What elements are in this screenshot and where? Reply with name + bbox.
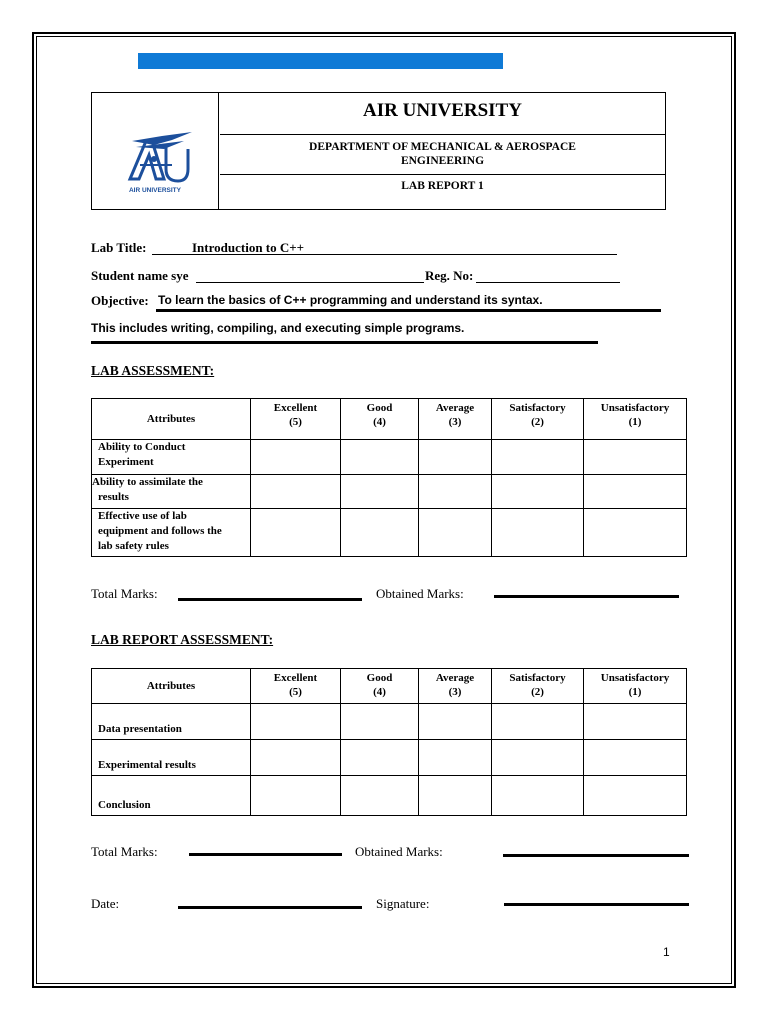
score-cell[interactable] [341,740,419,776]
score-cell[interactable] [251,740,341,776]
col-excellent: Excellent (5) [251,669,341,704]
signature-line[interactable] [504,903,689,906]
score-cell[interactable] [584,475,687,509]
report-title: LAB REPORT 1 [401,180,484,192]
score-cell[interactable] [584,740,687,776]
score-cell[interactable] [251,475,341,509]
col-unsatisfactory: Unsatisfactory (1) [584,669,687,704]
score-cell[interactable] [419,776,492,816]
score-cell[interactable] [419,440,492,475]
col-unsatisfactory: Unsatisfactory (1) [584,399,687,440]
score-cell[interactable] [251,509,341,557]
score-cell[interactable] [492,740,584,776]
total-marks-label: Total Marks: [91,586,158,601]
signature-label: Signature: [376,896,430,911]
row-label: Effective use of lab equipment and follows the lab safety rules [92,509,251,557]
objective-underline-1 [156,309,661,312]
score-cell[interactable] [584,704,687,740]
col-satisfactory: Satisfactory (2) [492,399,584,440]
row-label: Experimental results [92,740,251,776]
score-cell[interactable] [419,475,492,509]
row-label: Data presentation [92,704,251,740]
table-row [92,475,687,509]
score-cell[interactable] [341,440,419,475]
department-name [220,135,665,175]
attributes-header: Attributes [92,669,251,704]
lab-title-underline [152,254,617,255]
lab-report-assessment-title: LAB REPORT ASSESSMENT: [91,632,274,647]
score-cell[interactable] [492,509,584,557]
air-university-logo-icon [92,93,218,209]
date-line[interactable] [178,906,362,909]
table-row [92,704,687,740]
lab-title-value[interactable]: Introduction to C++ [192,240,305,255]
score-cell[interactable] [251,776,341,816]
report-total-marks-label: Total Marks: [91,844,158,859]
score-cell[interactable] [492,440,584,475]
objective-label: Objective: [91,293,149,308]
lab-assessment-title: LAB ASSESSMENT: [91,363,215,378]
row-label: Ability to assimilate the results [92,475,251,509]
score-cell[interactable] [492,704,584,740]
score-cell[interactable] [341,509,419,557]
score-cell[interactable] [419,704,492,740]
reg-no-label: Reg. No: [425,268,474,283]
score-cell[interactable] [251,704,341,740]
report-obtained-marks-line[interactable] [503,854,689,857]
table-row [92,440,687,475]
table-row [92,509,687,557]
objective-underline-2 [91,341,598,344]
report-obtained-marks-label: Obtained Marks: [355,844,443,859]
score-cell[interactable] [584,440,687,475]
lab-title-label: Lab Title: [91,240,147,255]
col-satisfactory: Satisfactory (2) [492,669,584,704]
lab-report-assessment-table [91,668,687,816]
score-cell[interactable] [341,475,419,509]
col-average: Average (3) [419,669,492,704]
row-label: Conclusion [92,776,251,816]
table-header-row [92,399,687,440]
department-line-1: DEPARTMENT OF MECHANICAL & AEROSPACE [309,141,576,153]
row-label: Ability to Conduct Experiment [92,440,251,475]
logo-cell [92,93,219,209]
objective-line-2[interactable]: This includes writing, compiling, and executing simple programs. [91,321,465,335]
total-marks-line[interactable] [178,598,362,601]
col-good: Good (4) [341,399,419,440]
student-name-underline[interactable] [196,282,424,283]
university-name: AIR UNIVERSITY [220,93,665,135]
score-cell[interactable] [492,776,584,816]
score-cell[interactable] [251,440,341,475]
logo-text: AIR UNIVERSITY [128,187,182,194]
date-label: Date: [91,896,120,911]
objective-line-1[interactable]: To learn the basics of C++ programming and understand its syntax. [158,293,543,307]
score-cell[interactable] [419,740,492,776]
score-cell[interactable] [341,704,419,740]
table-row [92,740,687,776]
lab-assessment-table [91,398,687,557]
score-cell[interactable] [419,509,492,557]
table-row [92,776,687,816]
obtained-marks-line[interactable] [494,595,679,598]
score-cell[interactable] [341,776,419,816]
accent-bar [138,53,503,69]
department-line-2: ENGINEERING [400,155,485,167]
report-total-marks-line[interactable] [189,853,342,856]
col-excellent: Excellent (5) [251,399,341,440]
col-average: Average (3) [419,399,492,440]
attributes-header: Attributes [92,399,251,440]
score-cell[interactable] [584,776,687,816]
table-header-row [92,669,687,704]
reg-no-underline[interactable] [476,282,620,283]
score-cell[interactable] [492,475,584,509]
score-cell[interactable] [584,509,687,557]
col-good: Good (4) [341,669,419,704]
page-number: 1 [663,945,670,959]
obtained-marks-label: Obtained Marks: [376,586,464,601]
student-name-label: Student name sye [91,268,189,283]
